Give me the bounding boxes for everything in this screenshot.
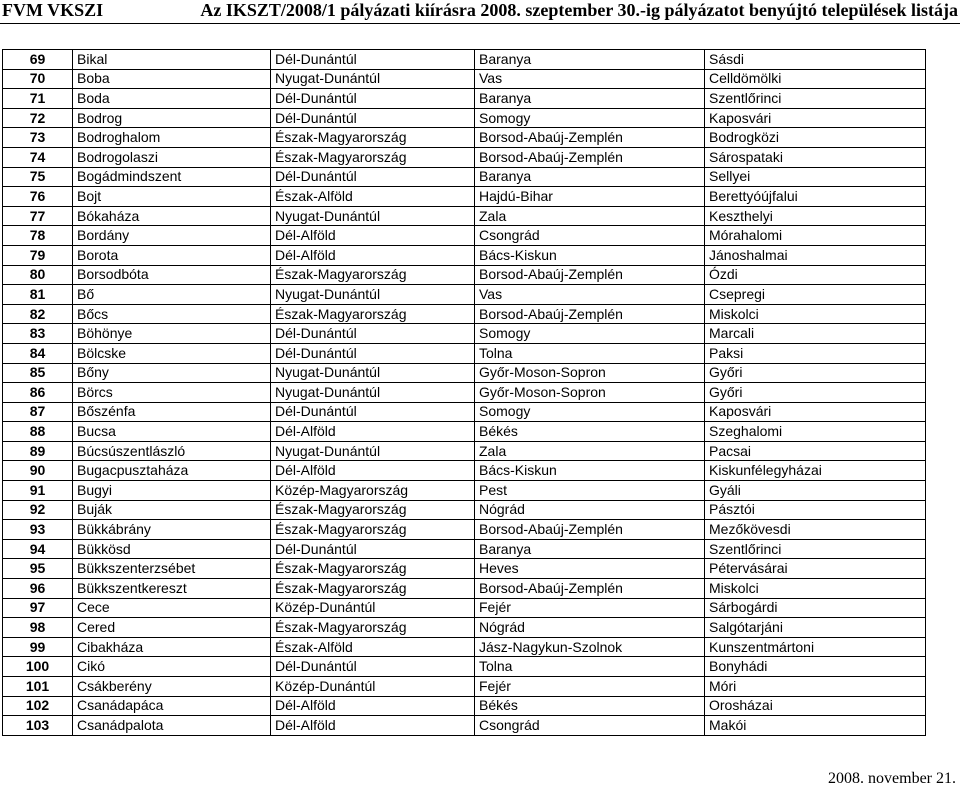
settlement-name-cell: Cibakháza — [73, 637, 271, 657]
settlement-name-cell: Bordány — [73, 226, 271, 246]
table-row — [3, 363, 926, 383]
county-cell: Borsod-Abaúj-Zemplén — [475, 520, 705, 540]
settlement-name-cell: Buják — [73, 500, 271, 520]
table-row — [3, 520, 926, 540]
subregion-cell: Marcali — [705, 324, 926, 344]
county-cell: Zala — [475, 441, 705, 461]
county-cell: Hajdú-Bihar — [475, 187, 705, 207]
county-cell: Baranya — [475, 50, 705, 70]
table-row — [3, 206, 926, 226]
row-number-cell: 96 — [3, 579, 73, 599]
subregion-cell: Pásztói — [705, 500, 926, 520]
subregion-cell: Kaposvári — [705, 402, 926, 422]
region-cell: Észak-Magyarország — [271, 128, 475, 148]
settlement-name-cell: Bodroghalom — [73, 128, 271, 148]
county-cell: Győr-Moson-Sopron — [475, 363, 705, 383]
row-number-cell: 69 — [3, 50, 73, 70]
county-cell: Békés — [475, 696, 705, 716]
county-cell: Somogy — [475, 324, 705, 344]
table-row — [3, 69, 926, 89]
table-row — [3, 50, 926, 70]
region-cell: Észak-Magyarország — [271, 559, 475, 579]
table-row — [3, 402, 926, 422]
subregion-cell: Celldömölki — [705, 69, 926, 89]
settlement-name-cell: Boba — [73, 69, 271, 89]
settlement-name-cell: Búcsúszentlászló — [73, 441, 271, 461]
row-number-cell: 89 — [3, 441, 73, 461]
row-number-cell: 103 — [3, 716, 73, 736]
row-number-cell: 82 — [3, 304, 73, 324]
county-cell: Fejér — [475, 677, 705, 697]
subregion-cell: Sellyei — [705, 167, 926, 187]
settlement-name-cell: Bókaháza — [73, 206, 271, 226]
subregion-cell: Kunszentmártoni — [705, 637, 926, 657]
table-row — [3, 226, 926, 246]
table-row — [3, 285, 926, 305]
settlement-name-cell: Bugacpusztaháza — [73, 461, 271, 481]
region-cell: Dél-Alföld — [271, 422, 475, 442]
row-number-cell: 90 — [3, 461, 73, 481]
county-cell: Pest — [475, 481, 705, 501]
region-cell: Észak-Alföld — [271, 637, 475, 657]
subregion-cell: Kaposvári — [705, 108, 926, 128]
settlement-name-cell: Börcs — [73, 383, 271, 403]
settlement-name-cell: Bő — [73, 285, 271, 305]
row-number-cell: 71 — [3, 89, 73, 109]
region-cell: Dél-Dunántúl — [271, 343, 475, 363]
subregion-cell: Makói — [705, 716, 926, 736]
row-number-cell: 94 — [3, 539, 73, 559]
row-number-cell: 95 — [3, 559, 73, 579]
region-cell: Észak-Magyarország — [271, 265, 475, 285]
settlement-name-cell: Bükkábrány — [73, 520, 271, 540]
county-cell: Bács-Kiskun — [475, 245, 705, 265]
settlement-name-cell: Bükkszenterzsébet — [73, 559, 271, 579]
region-cell: Közép-Magyarország — [271, 481, 475, 501]
subregion-cell: Sárospataki — [705, 147, 926, 167]
header-rule — [0, 23, 960, 24]
subregion-cell: Gyáli — [705, 481, 926, 501]
settlement-name-cell: Csákberény — [73, 677, 271, 697]
subregion-cell: Kiskunfélegyházai — [705, 461, 926, 481]
region-cell: Dél-Dunántúl — [271, 539, 475, 559]
county-cell: Tolna — [475, 343, 705, 363]
region-cell: Nyugat-Dunántúl — [271, 206, 475, 226]
subregion-cell: Móri — [705, 677, 926, 697]
county-cell: Baranya — [475, 167, 705, 187]
table-row — [3, 187, 926, 207]
subregion-cell: Szeghalomi — [705, 422, 926, 442]
subregion-cell: Sásdi — [705, 50, 926, 70]
region-cell: Dél-Dunántúl — [271, 402, 475, 422]
settlement-name-cell: Csanádapáca — [73, 696, 271, 716]
subregion-cell: Győri — [705, 383, 926, 403]
page-header — [0, 0, 960, 24]
footer-date: 2008. november 21. — [828, 770, 956, 787]
county-cell: Vas — [475, 285, 705, 305]
county-cell: Heves — [475, 559, 705, 579]
region-cell: Dél-Alföld — [271, 226, 475, 246]
county-cell: Fejér — [475, 598, 705, 618]
row-number-cell: 101 — [3, 677, 73, 697]
settlement-name-cell: Bogádmindszent — [73, 167, 271, 187]
table-row — [3, 383, 926, 403]
subregion-cell: Győri — [705, 363, 926, 383]
region-cell: Észak-Magyarország — [271, 520, 475, 540]
county-cell: Nógrád — [475, 618, 705, 638]
region-cell: Észak-Alföld — [271, 187, 475, 207]
settlement-name-cell: Bugyi — [73, 481, 271, 501]
row-number-cell: 88 — [3, 422, 73, 442]
county-cell: Borsod-Abaúj-Zemplén — [475, 147, 705, 167]
county-cell: Csongrád — [475, 226, 705, 246]
subregion-cell: Miskolci — [705, 304, 926, 324]
county-cell: Bács-Kiskun — [475, 461, 705, 481]
county-cell: Borsod-Abaúj-Zemplén — [475, 304, 705, 324]
region-cell: Közép-Dunántúl — [271, 677, 475, 697]
row-number-cell: 99 — [3, 637, 73, 657]
settlement-name-cell: Bodrogolaszi — [73, 147, 271, 167]
settlement-name-cell: Böhönye — [73, 324, 271, 344]
county-cell: Zala — [475, 206, 705, 226]
row-number-cell: 76 — [3, 187, 73, 207]
table-row — [3, 89, 926, 109]
subregion-cell: Paksi — [705, 343, 926, 363]
region-cell: Dél-Alföld — [271, 696, 475, 716]
county-cell: Borsod-Abaúj-Zemplén — [475, 128, 705, 148]
settlement-name-cell: Borsodbóta — [73, 265, 271, 285]
row-number-cell: 93 — [3, 520, 73, 540]
table-row — [3, 579, 926, 599]
region-cell: Dél-Dunántúl — [271, 657, 475, 677]
subregion-cell: Csepregi — [705, 285, 926, 305]
row-number-cell: 85 — [3, 363, 73, 383]
table-row — [3, 422, 926, 442]
table-row — [3, 637, 926, 657]
subregion-cell: Ózdi — [705, 265, 926, 285]
row-number-cell: 86 — [3, 383, 73, 403]
table-row — [3, 147, 926, 167]
table-row — [3, 265, 926, 285]
county-cell: Békés — [475, 422, 705, 442]
subregion-cell: Szentlőrinci — [705, 539, 926, 559]
row-number-cell: 80 — [3, 265, 73, 285]
region-cell: Észak-Magyarország — [271, 579, 475, 599]
region-cell: Dél-Dunántúl — [271, 50, 475, 70]
subregion-cell: Bodrogközi — [705, 128, 926, 148]
region-cell: Nyugat-Dunántúl — [271, 69, 475, 89]
row-number-cell: 78 — [3, 226, 73, 246]
row-number-cell: 92 — [3, 500, 73, 520]
row-number-cell: 98 — [3, 618, 73, 638]
table-row — [3, 461, 926, 481]
subregion-cell: Bonyhádi — [705, 657, 926, 677]
region-cell: Dél-Dunántúl — [271, 108, 475, 128]
row-number-cell: 70 — [3, 69, 73, 89]
subregion-cell: Berettyóújfalui — [705, 187, 926, 207]
row-number-cell: 75 — [3, 167, 73, 187]
region-cell: Dél-Alföld — [271, 461, 475, 481]
county-cell: Tolna — [475, 657, 705, 677]
region-cell: Nyugat-Dunántúl — [271, 363, 475, 383]
table-row — [3, 441, 926, 461]
row-number-cell: 102 — [3, 696, 73, 716]
table-row — [3, 598, 926, 618]
row-number-cell: 74 — [3, 147, 73, 167]
region-cell: Észak-Magyarország — [271, 304, 475, 324]
table-row — [3, 481, 926, 501]
row-number-cell: 72 — [3, 108, 73, 128]
region-cell: Nyugat-Dunántúl — [271, 383, 475, 403]
subregion-cell: Sárbogárdi — [705, 598, 926, 618]
county-cell: Somogy — [475, 402, 705, 422]
table-row — [3, 657, 926, 677]
table-row — [3, 245, 926, 265]
subregion-cell: Keszthelyi — [705, 206, 926, 226]
settlement-name-cell: Bőszénfa — [73, 402, 271, 422]
settlement-name-cell: Borota — [73, 245, 271, 265]
region-cell: Dél-Dunántúl — [271, 167, 475, 187]
table-row — [3, 696, 926, 716]
county-cell: Győr-Moson-Sopron — [475, 383, 705, 403]
table-row — [3, 324, 926, 344]
county-cell: Csongrád — [475, 716, 705, 736]
document-title: Az IKSZT/2008/1 pályázati kiírásra 2008. szeptember 30.-ig pályázatot benyújtó települések listája — [200, 0, 958, 20]
table-row — [3, 618, 926, 638]
region-cell: Dél-Dunántúl — [271, 89, 475, 109]
settlement-name-cell: Bőny — [73, 363, 271, 383]
region-cell: Dél-Dunántúl — [271, 324, 475, 344]
county-cell: Somogy — [475, 108, 705, 128]
table-row — [3, 716, 926, 736]
settlement-name-cell: Bükkszentkereszt — [73, 579, 271, 599]
subregion-cell: Salgótarjáni — [705, 618, 926, 638]
subregion-cell: Orosházai — [705, 696, 926, 716]
subregion-cell: Jánoshalmai — [705, 245, 926, 265]
row-number-cell: 91 — [3, 481, 73, 501]
table-row — [3, 677, 926, 697]
settlement-name-cell: Bölcske — [73, 343, 271, 363]
region-cell: Nyugat-Dunántúl — [271, 285, 475, 305]
region-cell: Közép-Dunántúl — [271, 598, 475, 618]
settlement-name-cell: Cece — [73, 598, 271, 618]
table-row — [3, 128, 926, 148]
region-cell: Észak-Magyarország — [271, 147, 475, 167]
region-cell: Nyugat-Dunántúl — [271, 441, 475, 461]
settlements-table-body — [3, 50, 926, 736]
table-row — [3, 539, 926, 559]
county-cell: Borsod-Abaúj-Zemplén — [475, 265, 705, 285]
row-number-cell: 97 — [3, 598, 73, 618]
subregion-cell: Miskolci — [705, 579, 926, 599]
settlement-name-cell: Boda — [73, 89, 271, 109]
row-number-cell: 77 — [3, 206, 73, 226]
table-row — [3, 167, 926, 187]
settlement-name-cell: Csanádpalota — [73, 716, 271, 736]
row-number-cell: 100 — [3, 657, 73, 677]
row-number-cell: 84 — [3, 343, 73, 363]
subregion-cell: Pétervásárai — [705, 559, 926, 579]
subregion-cell: Szentlőrinci — [705, 89, 926, 109]
settlement-name-cell: Bucsa — [73, 422, 271, 442]
row-number-cell: 87 — [3, 402, 73, 422]
table-row — [3, 304, 926, 324]
county-cell: Baranya — [475, 539, 705, 559]
row-number-cell: 79 — [3, 245, 73, 265]
county-cell: Jász-Nagykun-Szolnok — [475, 637, 705, 657]
region-cell: Dél-Alföld — [271, 245, 475, 265]
county-cell: Borsod-Abaúj-Zemplén — [475, 579, 705, 599]
county-cell: Nógrád — [475, 500, 705, 520]
table-row — [3, 559, 926, 579]
county-cell: Vas — [475, 69, 705, 89]
settlement-name-cell: Bojt — [73, 187, 271, 207]
row-number-cell: 83 — [3, 324, 73, 344]
settlement-name-cell: Cered — [73, 618, 271, 638]
settlement-name-cell: Cikó — [73, 657, 271, 677]
settlement-name-cell: Bükkösd — [73, 539, 271, 559]
table-row — [3, 108, 926, 128]
subregion-cell: Mórahalomi — [705, 226, 926, 246]
region-cell: Dél-Alföld — [271, 716, 475, 736]
region-cell: Észak-Magyarország — [271, 500, 475, 520]
settlement-name-cell: Bodrog — [73, 108, 271, 128]
organization-name: FVM VKSZI — [2, 0, 104, 20]
row-number-cell: 73 — [3, 128, 73, 148]
region-cell: Észak-Magyarország — [271, 618, 475, 638]
settlements-table — [2, 49, 926, 736]
row-number-cell: 81 — [3, 285, 73, 305]
table-row — [3, 343, 926, 363]
table-row — [3, 500, 926, 520]
subregion-cell: Pacsai — [705, 441, 926, 461]
settlement-name-cell: Bőcs — [73, 304, 271, 324]
subregion-cell: Mezőkövesdi — [705, 520, 926, 540]
settlement-name-cell: Bikal — [73, 50, 271, 70]
county-cell: Baranya — [475, 89, 705, 109]
